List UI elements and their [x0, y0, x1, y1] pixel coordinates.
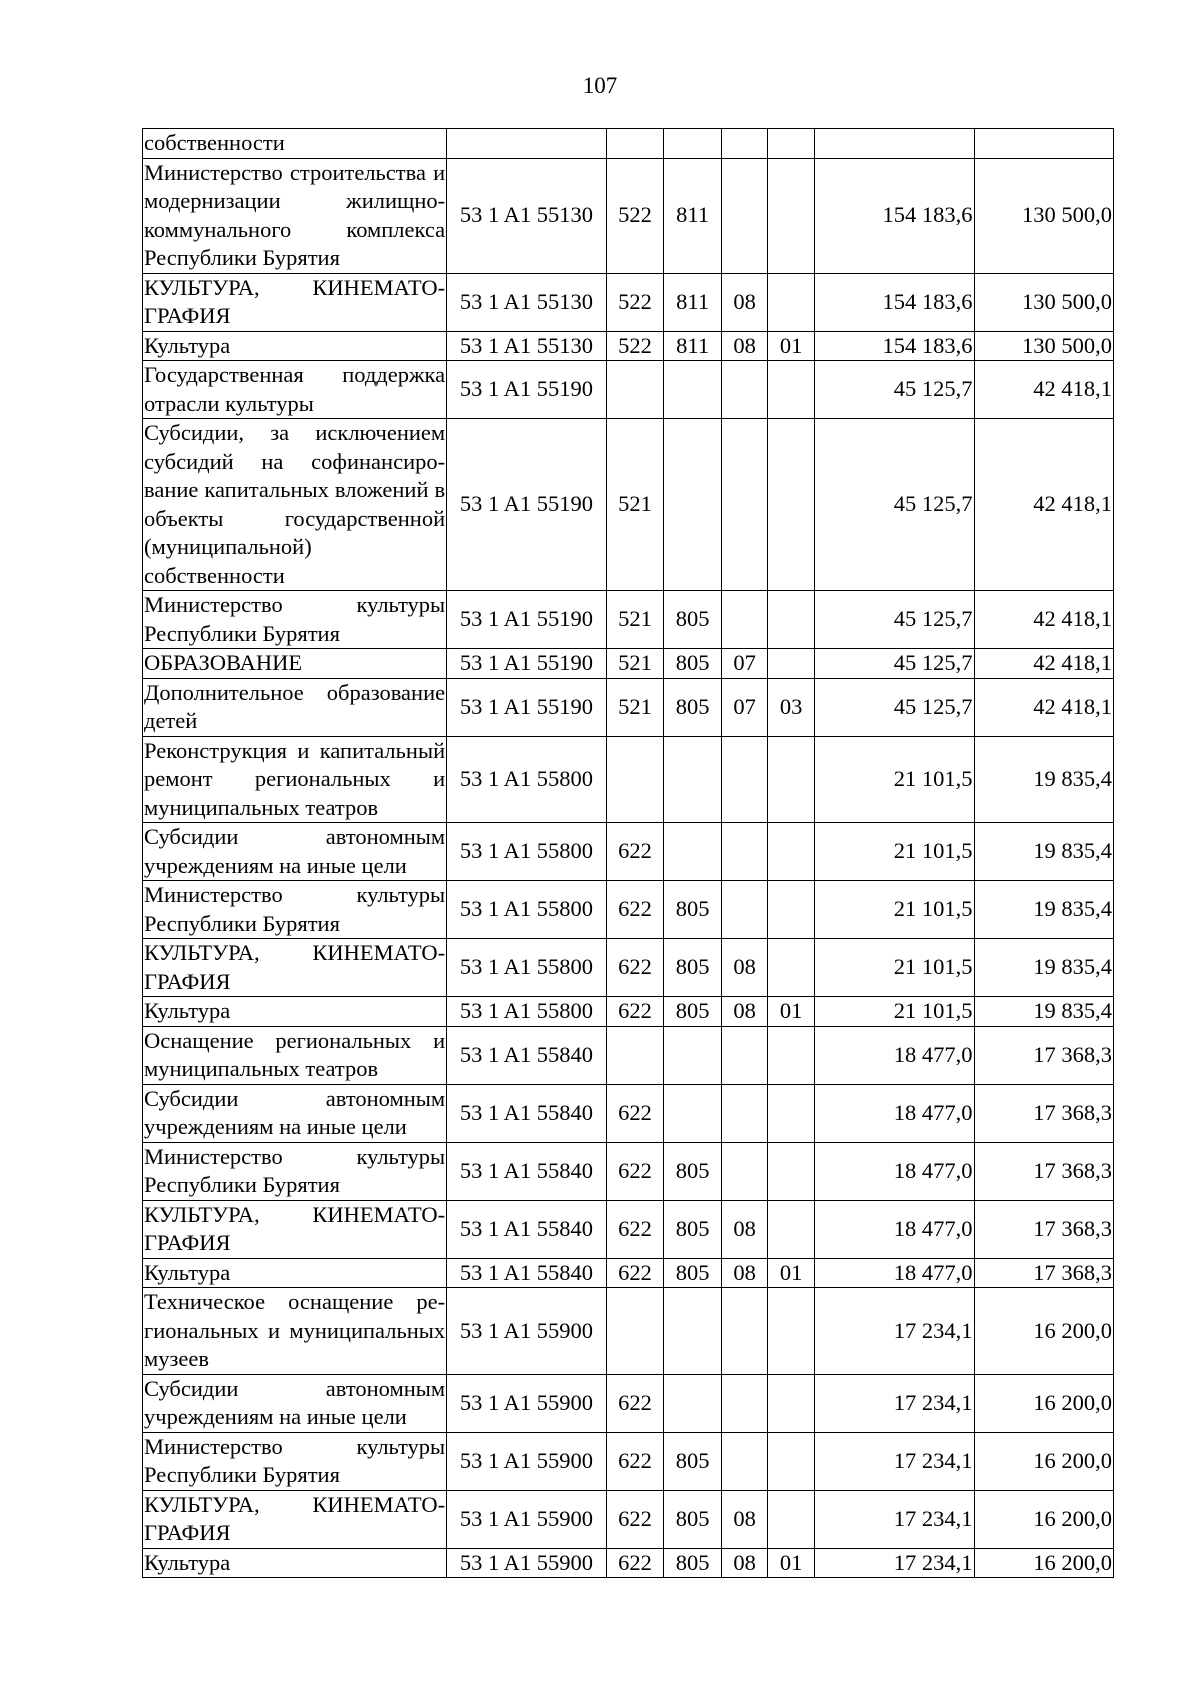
- amount-first-year-cell: 21 101,5: [814, 939, 974, 997]
- administrator-code-cell: [664, 823, 722, 881]
- target-code-cell: 53 1 A1 55840: [447, 1142, 607, 1200]
- target-code-cell: 53 1 A1 55840: [447, 1026, 607, 1084]
- administrator-code-cell: 805: [664, 678, 722, 736]
- subsection-cell: [768, 823, 814, 881]
- subsection-cell: 03: [768, 678, 814, 736]
- amount-first-year-cell: 21 101,5: [814, 997, 974, 1027]
- row-name-cell: Культура: [143, 997, 447, 1027]
- amount-second-year-cell: 16 200,0: [974, 1490, 1114, 1548]
- table-row: [143, 129, 1114, 159]
- amount-first-year-cell: 21 101,5: [814, 736, 974, 823]
- administrator-code-cell: 805: [664, 649, 722, 679]
- subsection-cell: [768, 1288, 814, 1375]
- section-cell: [721, 1374, 767, 1432]
- administrator-code-cell: [664, 361, 722, 419]
- target-code-cell: 53 1 A1 55130: [447, 273, 607, 331]
- target-code-cell: 53 1 A1 55900: [447, 1490, 607, 1548]
- section-cell: [721, 823, 767, 881]
- expense-type-cell: 622: [606, 1548, 664, 1578]
- target-code-cell: 53 1 A1 55800: [447, 997, 607, 1027]
- section-cell: [721, 1142, 767, 1200]
- amount-first-year-cell: 18 477,0: [814, 1142, 974, 1200]
- target-code-cell: 53 1 A1 55900: [447, 1288, 607, 1375]
- expense-type-cell: 622: [606, 881, 664, 939]
- expense-type-cell: 622: [606, 1490, 664, 1548]
- subsection-cell: [768, 939, 814, 997]
- subsection-cell: [768, 591, 814, 649]
- row-name-cell: Реконструкция и капитальный ремонт региональных и муниципальных театров: [143, 736, 447, 823]
- expense-type-cell: 622: [606, 1374, 664, 1432]
- target-code-cell: 53 1 A1 55840: [447, 1084, 607, 1142]
- amount-second-year-cell: 16 200,0: [974, 1548, 1114, 1578]
- budget-table: [142, 128, 1114, 1578]
- expense-type-cell: 522: [606, 273, 664, 331]
- section-cell: 08: [721, 939, 767, 997]
- amount-first-year-cell: 18 477,0: [814, 1026, 974, 1084]
- administrator-code-cell: [664, 736, 722, 823]
- section-cell: [721, 1084, 767, 1142]
- administrator-code-cell: 805: [664, 1432, 722, 1490]
- amount-second-year-cell: 19 835,4: [974, 736, 1114, 823]
- amount-first-year-cell: 154 183,6: [814, 331, 974, 361]
- expense-type-cell: 521: [606, 649, 664, 679]
- target-code-cell: 53 1 A1 55840: [447, 1258, 607, 1288]
- expense-type-cell: 622: [606, 1258, 664, 1288]
- table-row: [143, 1374, 1114, 1432]
- amount-second-year-cell: 42 418,1: [974, 419, 1114, 591]
- row-name-cell: Министерство культуры Республики Бурятия: [143, 881, 447, 939]
- table-row: [143, 649, 1114, 679]
- section-cell: [721, 736, 767, 823]
- row-name-cell: Дополнительное образование детей: [143, 678, 447, 736]
- row-name-cell: КУЛЬТУРА, КИНЕМАТОГРАФИЯ: [143, 1490, 447, 1548]
- amount-second-year-cell: 16 200,0: [974, 1374, 1114, 1432]
- administrator-code-cell: 805: [664, 1548, 722, 1578]
- amount-first-year-cell: 17 234,1: [814, 1490, 974, 1548]
- amount-first-year-cell: 17 234,1: [814, 1548, 974, 1578]
- administrator-code-cell: [664, 1288, 722, 1375]
- table-row: [143, 1026, 1114, 1084]
- subsection-cell: [768, 649, 814, 679]
- section-cell: [721, 361, 767, 419]
- subsection-cell: [768, 1142, 814, 1200]
- table-row: [143, 1200, 1114, 1258]
- table-row: [143, 678, 1114, 736]
- section-cell: [721, 419, 767, 591]
- amount-first-year-cell: 18 477,0: [814, 1200, 974, 1258]
- administrator-code-cell: 805: [664, 997, 722, 1027]
- administrator-code-cell: 805: [664, 1142, 722, 1200]
- amount-first-year-cell: 21 101,5: [814, 823, 974, 881]
- subsection-cell: [768, 1026, 814, 1084]
- section-cell: [721, 591, 767, 649]
- subsection-cell: [768, 1490, 814, 1548]
- administrator-code-cell: 805: [664, 591, 722, 649]
- administrator-code-cell: 811: [664, 273, 722, 331]
- section-cell: 08: [721, 997, 767, 1027]
- table-row: [143, 997, 1114, 1027]
- row-name-cell: Культура: [143, 1548, 447, 1578]
- row-name-cell: собственности: [143, 129, 447, 159]
- subsection-cell: [768, 1200, 814, 1258]
- administrator-code-cell: 805: [664, 1490, 722, 1548]
- row-name-cell: Государственная поддержка отрасли культуры: [143, 361, 447, 419]
- amount-second-year-cell: 19 835,4: [974, 997, 1114, 1027]
- subsection-cell: 01: [768, 1548, 814, 1578]
- subsection-cell: [768, 1374, 814, 1432]
- table-row: [143, 273, 1114, 331]
- target-code-cell: 53 1 A1 55900: [447, 1432, 607, 1490]
- table-row: [143, 1084, 1114, 1142]
- amount-first-year-cell: 45 125,7: [814, 649, 974, 679]
- expense-type-cell: 622: [606, 1084, 664, 1142]
- target-code-cell: 53 1 A1 55190: [447, 591, 607, 649]
- amount-second-year-cell: 130 500,0: [974, 331, 1114, 361]
- expense-type-cell: [606, 361, 664, 419]
- target-code-cell: 53 1 A1 55190: [447, 419, 607, 591]
- amount-second-year-cell: 42 418,1: [974, 649, 1114, 679]
- row-name-cell: Субсидии автономным учреждениям на иные цели: [143, 823, 447, 881]
- amount-second-year-cell: 16 200,0: [974, 1288, 1114, 1375]
- section-cell: [721, 129, 767, 159]
- row-name-cell: Субсидии, за исключением субсидий на софинансирование капитальных вложений в объекты государственной (муниципальной) собственности: [143, 419, 447, 591]
- row-name-cell: Субсидии автономным учреждениям на иные цели: [143, 1374, 447, 1432]
- table-row: [143, 419, 1114, 591]
- amount-second-year-cell: 42 418,1: [974, 361, 1114, 419]
- target-code-cell: 53 1 A1 55840: [447, 1200, 607, 1258]
- row-name-cell: КУЛЬТУРА, КИНЕМАТОГРАФИЯ: [143, 939, 447, 997]
- amount-first-year-cell: 45 125,7: [814, 419, 974, 591]
- amount-first-year-cell: [814, 129, 974, 159]
- section-cell: 08: [721, 1490, 767, 1548]
- row-name-cell: Культура: [143, 1258, 447, 1288]
- administrator-code-cell: 805: [664, 939, 722, 997]
- amount-second-year-cell: 130 500,0: [974, 158, 1114, 273]
- target-code-cell: 53 1 A1 55800: [447, 823, 607, 881]
- administrator-code-cell: 805: [664, 1258, 722, 1288]
- amount-first-year-cell: 18 477,0: [814, 1258, 974, 1288]
- target-code-cell: 53 1 A1 55800: [447, 736, 607, 823]
- table-row: [143, 361, 1114, 419]
- row-name-cell: ОБРАЗОВАНИЕ: [143, 649, 447, 679]
- expense-type-cell: [606, 1288, 664, 1375]
- section-cell: 07: [721, 649, 767, 679]
- amount-first-year-cell: 45 125,7: [814, 678, 974, 736]
- row-name-cell: Субсидии автономным учреждениям на иные цели: [143, 1084, 447, 1142]
- amount-second-year-cell: 19 835,4: [974, 823, 1114, 881]
- amount-first-year-cell: 154 183,6: [814, 273, 974, 331]
- target-code-cell: 53 1 A1 55130: [447, 331, 607, 361]
- amount-second-year-cell: 19 835,4: [974, 881, 1114, 939]
- subsection-cell: 01: [768, 331, 814, 361]
- row-name-cell: Техническое оснащение региональных и муниципальных музеев: [143, 1288, 447, 1375]
- expense-type-cell: [606, 1026, 664, 1084]
- target-code-cell: 53 1 A1 55190: [447, 361, 607, 419]
- amount-second-year-cell: 17 368,3: [974, 1142, 1114, 1200]
- expense-type-cell: 622: [606, 939, 664, 997]
- expense-type-cell: 622: [606, 1142, 664, 1200]
- amount-second-year-cell: 17 368,3: [974, 1026, 1114, 1084]
- subsection-cell: [768, 881, 814, 939]
- section-cell: 08: [721, 1258, 767, 1288]
- row-name-cell: Министерство культуры Республики Бурятия: [143, 1142, 447, 1200]
- target-code-cell: 53 1 A1 55900: [447, 1374, 607, 1432]
- subsection-cell: [768, 129, 814, 159]
- section-cell: [721, 1026, 767, 1084]
- page-number: 107: [582, 73, 618, 98]
- amount-second-year-cell: 19 835,4: [974, 939, 1114, 997]
- section-cell: 07: [721, 678, 767, 736]
- target-code-cell: 53 1 A1 55130: [447, 158, 607, 273]
- subsection-cell: [768, 1084, 814, 1142]
- administrator-code-cell: [664, 1026, 722, 1084]
- expense-type-cell: 622: [606, 1432, 664, 1490]
- administrator-code-cell: [664, 1374, 722, 1432]
- section-cell: 08: [721, 331, 767, 361]
- subsection-cell: 01: [768, 1258, 814, 1288]
- amount-first-year-cell: 154 183,6: [814, 158, 974, 273]
- expense-type-cell: [606, 736, 664, 823]
- table-row: [143, 881, 1114, 939]
- amount-second-year-cell: 42 418,1: [974, 678, 1114, 736]
- subsection-cell: [768, 1432, 814, 1490]
- row-name-cell: Оснащение региональных и муниципальных театров: [143, 1026, 447, 1084]
- table-row: [143, 736, 1114, 823]
- administrator-code-cell: [664, 419, 722, 591]
- subsection-cell: [768, 158, 814, 273]
- amount-first-year-cell: 18 477,0: [814, 1084, 974, 1142]
- amount-second-year-cell: 16 200,0: [974, 1432, 1114, 1490]
- table-row: [143, 1288, 1114, 1375]
- target-code-cell: [447, 129, 607, 159]
- amount-first-year-cell: 21 101,5: [814, 881, 974, 939]
- administrator-code-cell: 811: [664, 331, 722, 361]
- row-name-cell: Министерство культуры Республики Бурятия: [143, 591, 447, 649]
- row-name-cell: КУЛЬТУРА, КИНЕМАТОГРАФИЯ: [143, 273, 447, 331]
- expense-type-cell: [606, 129, 664, 159]
- amount-second-year-cell: [974, 129, 1114, 159]
- section-cell: [721, 1432, 767, 1490]
- amount-first-year-cell: 45 125,7: [814, 361, 974, 419]
- table-row: [143, 1142, 1114, 1200]
- amount-second-year-cell: 42 418,1: [974, 591, 1114, 649]
- amount-second-year-cell: 17 368,3: [974, 1084, 1114, 1142]
- section-cell: 08: [721, 1548, 767, 1578]
- section-cell: [721, 158, 767, 273]
- row-name-cell: КУЛЬТУРА, КИНЕМАТОГРАФИЯ: [143, 1200, 447, 1258]
- section-cell: 08: [721, 273, 767, 331]
- table-row: [143, 939, 1114, 997]
- expense-type-cell: 521: [606, 419, 664, 591]
- administrator-code-cell: 811: [664, 158, 722, 273]
- expense-type-cell: 521: [606, 678, 664, 736]
- amount-first-year-cell: 45 125,7: [814, 591, 974, 649]
- administrator-code-cell: 805: [664, 881, 722, 939]
- row-name-cell: Культура: [143, 331, 447, 361]
- subsection-cell: [768, 273, 814, 331]
- table-body: [143, 129, 1114, 1578]
- administrator-code-cell: 805: [664, 1200, 722, 1258]
- expense-type-cell: 622: [606, 823, 664, 881]
- expense-type-cell: 522: [606, 158, 664, 273]
- subsection-cell: [768, 419, 814, 591]
- section-cell: [721, 1288, 767, 1375]
- table-row: [143, 1258, 1114, 1288]
- amount-second-year-cell: 130 500,0: [974, 273, 1114, 331]
- expense-type-cell: 522: [606, 331, 664, 361]
- table-row: [143, 823, 1114, 881]
- subsection-cell: 01: [768, 997, 814, 1027]
- administrator-code-cell: [664, 1084, 722, 1142]
- table-row: [143, 1548, 1114, 1578]
- target-code-cell: 53 1 A1 55190: [447, 678, 607, 736]
- amount-second-year-cell: 17 368,3: [974, 1200, 1114, 1258]
- subsection-cell: [768, 736, 814, 823]
- expense-type-cell: 622: [606, 1200, 664, 1258]
- subsection-cell: [768, 361, 814, 419]
- row-name-cell: Министерство строительства и модернизации жилищно-коммунального комплекса Республики Бурятия: [143, 158, 447, 273]
- amount-first-year-cell: 17 234,1: [814, 1374, 974, 1432]
- amount-first-year-cell: 17 234,1: [814, 1432, 974, 1490]
- amount-first-year-cell: 17 234,1: [814, 1288, 974, 1375]
- table-row: [143, 158, 1114, 273]
- administrator-code-cell: [664, 129, 722, 159]
- target-code-cell: 53 1 A1 55190: [447, 649, 607, 679]
- target-code-cell: 53 1 A1 55900: [447, 1548, 607, 1578]
- table-row: [143, 591, 1114, 649]
- expense-type-cell: 521: [606, 591, 664, 649]
- target-code-cell: 53 1 A1 55800: [447, 939, 607, 997]
- table-row: [143, 331, 1114, 361]
- target-code-cell: 53 1 A1 55800: [447, 881, 607, 939]
- section-cell: 08: [721, 1200, 767, 1258]
- table-row: [143, 1490, 1114, 1548]
- section-cell: [721, 881, 767, 939]
- table-row: [143, 1432, 1114, 1490]
- amount-second-year-cell: 17 368,3: [974, 1258, 1114, 1288]
- row-name-cell: Министерство культуры Республики Бурятия: [143, 1432, 447, 1490]
- expense-type-cell: 622: [606, 997, 664, 1027]
